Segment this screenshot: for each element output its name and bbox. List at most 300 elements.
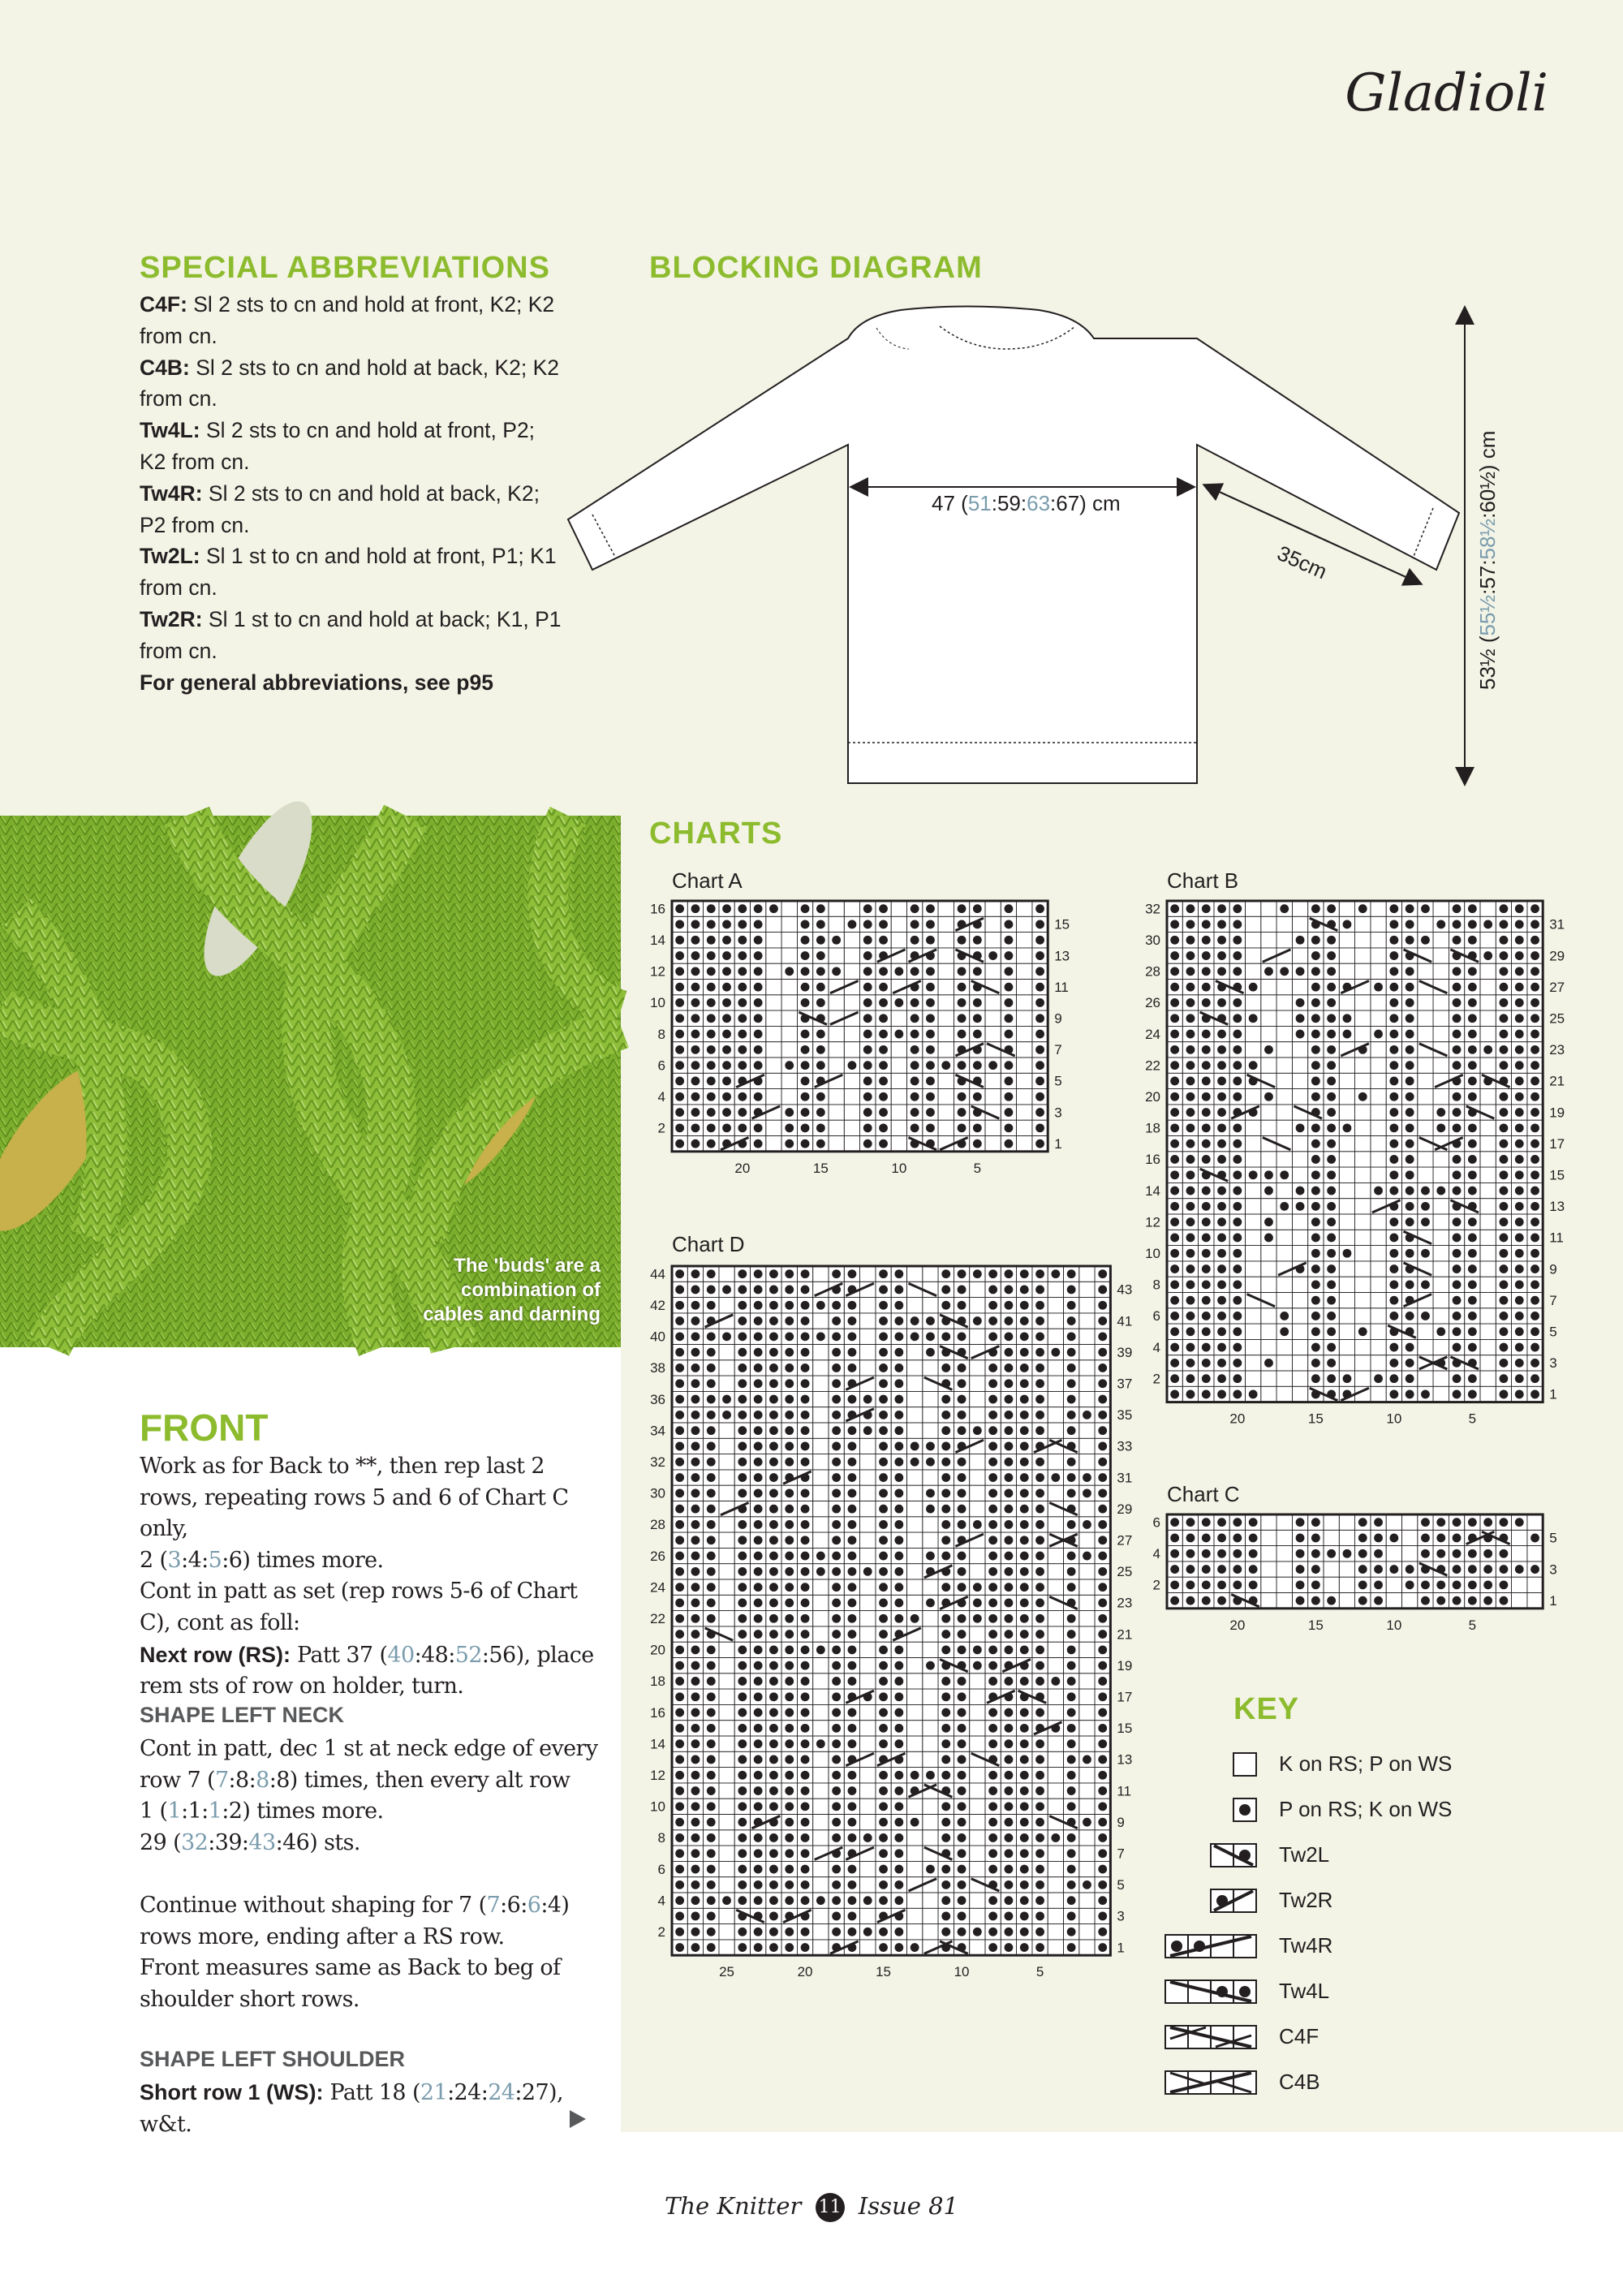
purl-dot: [691, 951, 700, 960]
purl-dot: [738, 951, 747, 960]
purl-dot: [1374, 983, 1383, 992]
purl-dot: [1186, 967, 1195, 976]
purl-dot: [1098, 1677, 1107, 1686]
purl-dot: [1500, 1030, 1509, 1039]
purl-dot: [1098, 1488, 1107, 1497]
purl-dot: [1202, 1390, 1211, 1399]
purl-dot: [691, 1123, 700, 1132]
purl-dot: [1067, 1379, 1076, 1388]
purl-dot: [801, 1426, 810, 1435]
purl-dot: [691, 1379, 700, 1388]
purl-dot: [1389, 1374, 1398, 1383]
purl-dot: [1005, 1880, 1014, 1889]
purl-dot: [926, 1661, 935, 1670]
purl-dot: [958, 1030, 966, 1039]
purl-dot: [1515, 1108, 1524, 1117]
purl-dot: [848, 1395, 857, 1404]
purl-dot: [691, 904, 700, 913]
purl-dot: [1311, 936, 1320, 945]
purl-dot: [958, 936, 966, 945]
chart-row-label: 32: [1145, 901, 1160, 917]
purl-dot: [1483, 1565, 1492, 1574]
purl-dot: [1436, 1534, 1445, 1543]
purl-dot: [691, 1645, 700, 1654]
purl-dot: [941, 1645, 950, 1654]
purl-dot: [675, 1379, 684, 1388]
purl-dot: [707, 1286, 716, 1294]
purl-dot: [1468, 904, 1477, 913]
purl-dot: [1217, 1030, 1226, 1039]
purl-dot: [816, 936, 825, 945]
purl-dot: [738, 920, 747, 929]
purl-dot: [1327, 1170, 1336, 1179]
purl-dot: [675, 1692, 684, 1701]
purl-dot: [801, 1771, 810, 1780]
purl-dot: [738, 1928, 747, 1936]
purl-dot: [675, 1332, 684, 1341]
chart-row-label: 29: [1117, 1501, 1133, 1517]
chart-row-label: 5: [1549, 1530, 1557, 1546]
purl-dot: [1453, 1596, 1462, 1605]
purl-dot: [863, 1395, 872, 1404]
purl-dot: [801, 1332, 810, 1341]
purl-dot: [1264, 1092, 1273, 1101]
purl-dot: [1515, 1327, 1524, 1336]
purl-dot: [1186, 1108, 1195, 1117]
purl-dot: [722, 1045, 731, 1054]
purl-dot: [816, 983, 825, 992]
purl-dot: [1500, 1549, 1509, 1558]
chart-row-label: 8: [1152, 1277, 1160, 1293]
purl-dot: [1067, 1677, 1076, 1686]
purl-dot: [958, 1786, 966, 1795]
purl-dot: [1311, 1264, 1320, 1273]
purl-dot: [738, 1426, 747, 1435]
purl-dot: [1202, 1155, 1211, 1164]
purl-dot: [1202, 1374, 1211, 1383]
purl-dot: [958, 998, 966, 1007]
purl-dot: [1327, 1092, 1336, 1101]
purl-dot: [1468, 936, 1477, 945]
purl-dot: [722, 1395, 731, 1404]
purl-dot: [1067, 1520, 1076, 1529]
purl-dot: [1170, 920, 1179, 929]
purl-dot: [1249, 1014, 1258, 1023]
purl-dot: [879, 1771, 888, 1780]
purl-dot: [1389, 1061, 1398, 1070]
purl-dot: [879, 967, 888, 976]
purl-dot: [1530, 1108, 1539, 1117]
purl-dot: [722, 1077, 731, 1086]
purl-dot: [958, 1473, 966, 1482]
purl-dot: [1389, 936, 1398, 945]
purl-dot: [1035, 1488, 1044, 1497]
purl-dot: [848, 1552, 857, 1561]
purl-dot: [1530, 1045, 1539, 1054]
purl-dot: [675, 1505, 684, 1514]
purl-dot: [1005, 1123, 1014, 1132]
purl-dot: [1311, 1014, 1320, 1023]
purl-dot: [1530, 1264, 1539, 1273]
purl-dot: [754, 1505, 763, 1514]
purl-dot: [1186, 1518, 1195, 1527]
purl-dot: [801, 1896, 810, 1905]
purl-dot: [973, 1030, 982, 1039]
purl-dot: [879, 1724, 888, 1733]
chart-row-label: 15: [1117, 1721, 1133, 1737]
purl-dot: [801, 1614, 810, 1623]
purl-dot: [1530, 1217, 1539, 1226]
purl-dot: [1500, 1045, 1509, 1054]
purl-dot: [894, 1505, 903, 1514]
purl-dot: [769, 1286, 778, 1294]
purl-dot: [707, 1030, 716, 1039]
purl-dot: [707, 1092, 716, 1101]
chart-row-label: 27: [1117, 1532, 1133, 1549]
purl-dot: [1170, 1534, 1179, 1543]
purl-dot: [769, 1739, 778, 1748]
purl-dot: [707, 983, 716, 992]
purl-dot: [879, 1442, 888, 1451]
purl-dot: [1421, 1217, 1430, 1226]
purl-dot: [1421, 1580, 1430, 1589]
purl-dot: [863, 936, 872, 945]
purl-dot: [894, 1786, 903, 1795]
purl-dot: [1327, 1359, 1336, 1368]
purl-dot: [1005, 1943, 1014, 1952]
purl-dot: [1170, 1343, 1179, 1352]
purl-dot: [1296, 936, 1305, 945]
purl-dot: [1500, 1092, 1509, 1101]
purl-dot: [832, 1316, 841, 1325]
purl-dot: [973, 1139, 982, 1148]
purl-dot: [1202, 1108, 1211, 1117]
purl-dot: [863, 1896, 872, 1905]
chart-row-label: 12: [650, 1768, 665, 1784]
purl-dot: [941, 1363, 950, 1372]
purl-dot: [1051, 1269, 1060, 1278]
purl-dot: [1389, 998, 1398, 1007]
purl-dot: [1515, 1249, 1524, 1258]
purl-dot: [926, 1077, 935, 1086]
purl-dot: [769, 1802, 778, 1811]
purl-dot: [785, 1505, 794, 1514]
purl-dot: [754, 1865, 763, 1874]
purl-dot: [707, 1739, 716, 1748]
purl-dot: [691, 1316, 700, 1325]
purl-dot: [1067, 1614, 1076, 1623]
purl-dot: [675, 1865, 684, 1874]
purl-dot: [738, 1108, 747, 1117]
purl-dot: [691, 1786, 700, 1795]
purl-dot: [1202, 936, 1211, 945]
purl-dot: [1098, 1614, 1107, 1623]
purl-dot: [1005, 1411, 1014, 1419]
purl-dot: [691, 1755, 700, 1764]
purl-dot: [1500, 1580, 1509, 1589]
chart-row-label: 18: [650, 1674, 665, 1690]
purl-dot: [1202, 1534, 1211, 1543]
purl-dot: [675, 967, 684, 976]
purl-dot: [988, 1645, 997, 1654]
purl-dot: [707, 1818, 716, 1827]
purl-dot: [1035, 998, 1044, 1007]
purl-dot: [1067, 1316, 1076, 1325]
purl-dot: [754, 1880, 763, 1889]
purl-dot: [1468, 967, 1477, 976]
front-para2: Cont in patt as set (rep rows 5-6 of Chart C), cont as foll:: [140, 1579, 578, 1635]
purl-dot: [1500, 1280, 1509, 1289]
purl-dot: [1005, 1536, 1014, 1544]
purl-dot: [1083, 1473, 1091, 1482]
purl-dot: [1020, 1332, 1029, 1341]
purl-dot: [879, 1583, 888, 1592]
purl-dot: [707, 1552, 716, 1561]
purl-dot: [754, 1614, 763, 1623]
purl-dot: [816, 1567, 825, 1576]
purl-dot: [1311, 1343, 1320, 1352]
chart-row-label: 14: [650, 933, 665, 949]
chart-row-label: 2: [657, 1924, 665, 1941]
purl-dot: [691, 1677, 700, 1686]
purl-dot: [1186, 1014, 1195, 1023]
purl-dot: [848, 1896, 857, 1905]
purl-dot: [848, 1771, 857, 1780]
purl-dot: [1217, 998, 1226, 1007]
purl-dot: [769, 904, 778, 913]
purl-dot: [911, 1442, 919, 1451]
purl-dot: [832, 1724, 841, 1733]
purl-dot: [988, 1567, 997, 1576]
purl-dot: [1468, 1549, 1477, 1558]
purl-dot: [801, 1865, 810, 1874]
purl-dot: [1020, 1301, 1029, 1310]
purl-dot: [894, 1802, 903, 1811]
purl-dot: [785, 1458, 794, 1467]
purl-dot: [785, 1348, 794, 1357]
purl-dot: [1515, 1187, 1524, 1195]
purl-dot: [988, 1442, 997, 1451]
purl-dot: [1067, 1865, 1076, 1874]
knit-symbol: [1233, 1753, 1256, 1776]
purl-dot: [1067, 1473, 1076, 1482]
purl-dot: [1035, 1708, 1044, 1717]
purl-dot: [754, 1630, 763, 1639]
purl-dot: [1217, 1280, 1226, 1289]
purl-dot: [1327, 1077, 1336, 1086]
purl-dot: [1005, 904, 1014, 913]
purl-dot: [1389, 1139, 1398, 1148]
purl-dot: [1468, 1518, 1477, 1527]
purl-dot: [988, 1520, 997, 1529]
purl-dot: [801, 1316, 810, 1325]
purl-dot: [738, 1818, 747, 1827]
purl-dot: [801, 1458, 810, 1467]
purl-dot: [973, 1123, 982, 1132]
purl-dot: [1453, 904, 1462, 913]
chart-b-title: Chart B: [1167, 868, 1239, 893]
purl-dot: [988, 1505, 997, 1514]
chart-row-label: 35: [1117, 1407, 1133, 1424]
purl-dot: [801, 1092, 810, 1101]
purl-dot: [1233, 1139, 1242, 1148]
purl-dot: [1453, 1123, 1462, 1132]
purl-dot: [675, 1677, 684, 1686]
purl-dot: [801, 1755, 810, 1764]
purl-dot: [691, 967, 700, 976]
purl-dot: [1233, 1312, 1242, 1320]
purl-dot: [707, 1458, 716, 1467]
purl-dot: [801, 1505, 810, 1514]
chart-row-label: 12: [650, 963, 665, 980]
purl-dot: [863, 1567, 872, 1576]
purl-dot: [1098, 1755, 1107, 1764]
purl-dot: [1170, 983, 1179, 992]
abbreviation-item: [140, 352, 562, 416]
purl-dot: [832, 1708, 841, 1717]
purl-dot: [941, 1536, 950, 1544]
purl-dot: [958, 1833, 966, 1842]
purl-dot: [988, 1943, 997, 1952]
purl-dot: [911, 967, 919, 976]
purl-dot: [894, 1818, 903, 1827]
purl-dot: [848, 1348, 857, 1357]
purl-dot: [1374, 1187, 1383, 1195]
purl-dot: [738, 967, 747, 976]
abbreviation-item: [140, 604, 562, 667]
purl-dot: [754, 1269, 763, 1278]
purl-dot: [801, 1139, 810, 1148]
purl-dot: [1233, 1155, 1242, 1164]
purl-dot: [1035, 1833, 1044, 1842]
purl-dot: [754, 1301, 763, 1310]
purl-dot: [1406, 1014, 1414, 1023]
purl-dot: [1186, 1580, 1195, 1589]
purl-dot: [754, 1348, 763, 1357]
purl-dot: [1005, 1363, 1014, 1372]
purl-dot: [1202, 1187, 1211, 1195]
chart-row-label: 38: [650, 1360, 665, 1376]
purl-dot: [1436, 1596, 1445, 1605]
chart-row-label: 15: [1054, 916, 1070, 933]
purl-dot: [675, 1928, 684, 1936]
purl-dot: [958, 1865, 966, 1874]
purl-dot: [1233, 1092, 1242, 1101]
purl-dot: [1005, 1708, 1014, 1717]
purl-dot: [911, 904, 919, 913]
purl-dot: [958, 1269, 966, 1278]
purl-dot: [801, 1645, 810, 1654]
purl-dot: [707, 1755, 716, 1764]
purl-dot: [1530, 920, 1539, 929]
purl-dot: [958, 1928, 966, 1936]
purl-dot: [911, 1123, 919, 1132]
purl-dot: [1406, 1312, 1414, 1320]
purl-dot: [1170, 904, 1179, 913]
purl-dot: [785, 1739, 794, 1748]
chart-row-label: 5: [1549, 1324, 1557, 1340]
chart-row-label: 5: [1054, 1073, 1062, 1089]
purl-dot: [1515, 1077, 1524, 1086]
chart-row-label: 25: [1117, 1564, 1133, 1580]
purl-dot: [675, 1786, 684, 1795]
purl-dot: [738, 1411, 747, 1419]
purl-dot: [988, 1061, 997, 1070]
purl-dot: [707, 1505, 716, 1514]
purl-dot: [1098, 1943, 1107, 1952]
purl-dot: [1083, 1880, 1091, 1889]
purl-dot: [958, 1108, 966, 1117]
purl-dot: [769, 1332, 778, 1341]
purl-dot: [879, 1077, 888, 1086]
purl-dot: [848, 1880, 857, 1889]
purl-dot: [1500, 1202, 1509, 1211]
purl-dot: [926, 1771, 935, 1780]
purl-dot: [1202, 1280, 1211, 1289]
purl-dot: [1436, 1580, 1445, 1589]
purl-dot: [816, 1645, 825, 1654]
purl-dot: [1098, 1818, 1107, 1827]
purl-dot: [1098, 1880, 1107, 1889]
purl-dot: [832, 1488, 841, 1497]
abbreviation-item: [140, 478, 562, 541]
purl-dot: [941, 1880, 950, 1889]
purl-dot: [1233, 1217, 1242, 1226]
purl-dot: [1170, 1092, 1179, 1101]
purl-dot: [801, 1552, 810, 1561]
purl-dot: [1515, 1359, 1524, 1368]
purl-dot: [1406, 1139, 1414, 1148]
purl-dot: [1035, 1269, 1044, 1278]
purl-dot: [1233, 1280, 1242, 1289]
purl-dot: [1170, 1108, 1179, 1117]
purl-dot: [1453, 1045, 1462, 1054]
purl-dot: [785, 1379, 794, 1388]
purl-dot: [832, 1520, 841, 1529]
purl-dot: [1217, 920, 1226, 929]
purl-dot: [848, 1818, 857, 1827]
purl-dot: [1389, 904, 1398, 913]
purl-dot: [1020, 1865, 1029, 1874]
purl-dot: [1233, 1565, 1242, 1574]
purl-dot: [1468, 1343, 1477, 1352]
purl-dot: [1233, 967, 1242, 976]
purl-dot: [1067, 1912, 1076, 1921]
purl-dot: [1005, 1755, 1014, 1764]
chart-row-label: 24: [650, 1579, 665, 1596]
chart-row-label: 18: [1145, 1120, 1160, 1136]
purl-dot: [1453, 967, 1462, 976]
purl-dot: [801, 1677, 810, 1686]
chart-row-label: 15: [1549, 1167, 1565, 1183]
purl-dot: [1296, 1030, 1305, 1039]
purl-dot: [958, 1286, 966, 1294]
purl-dot: [691, 1724, 700, 1733]
purl-dot: [848, 1802, 857, 1811]
purl-dot: [879, 1473, 888, 1482]
purl-dot: [1530, 1077, 1539, 1086]
abbreviation-item: [140, 415, 562, 478]
purl-dot: [848, 1786, 857, 1795]
purl-dot: [894, 1030, 903, 1039]
purl-dot: [1233, 1359, 1242, 1368]
purl-dot: [894, 1771, 903, 1780]
abbreviation-item: [140, 289, 562, 352]
purl-dot: [1530, 1061, 1539, 1070]
purl-dot: [1468, 1170, 1477, 1179]
purl-dot: [1468, 1390, 1477, 1399]
purl-dot: [1020, 1645, 1029, 1654]
